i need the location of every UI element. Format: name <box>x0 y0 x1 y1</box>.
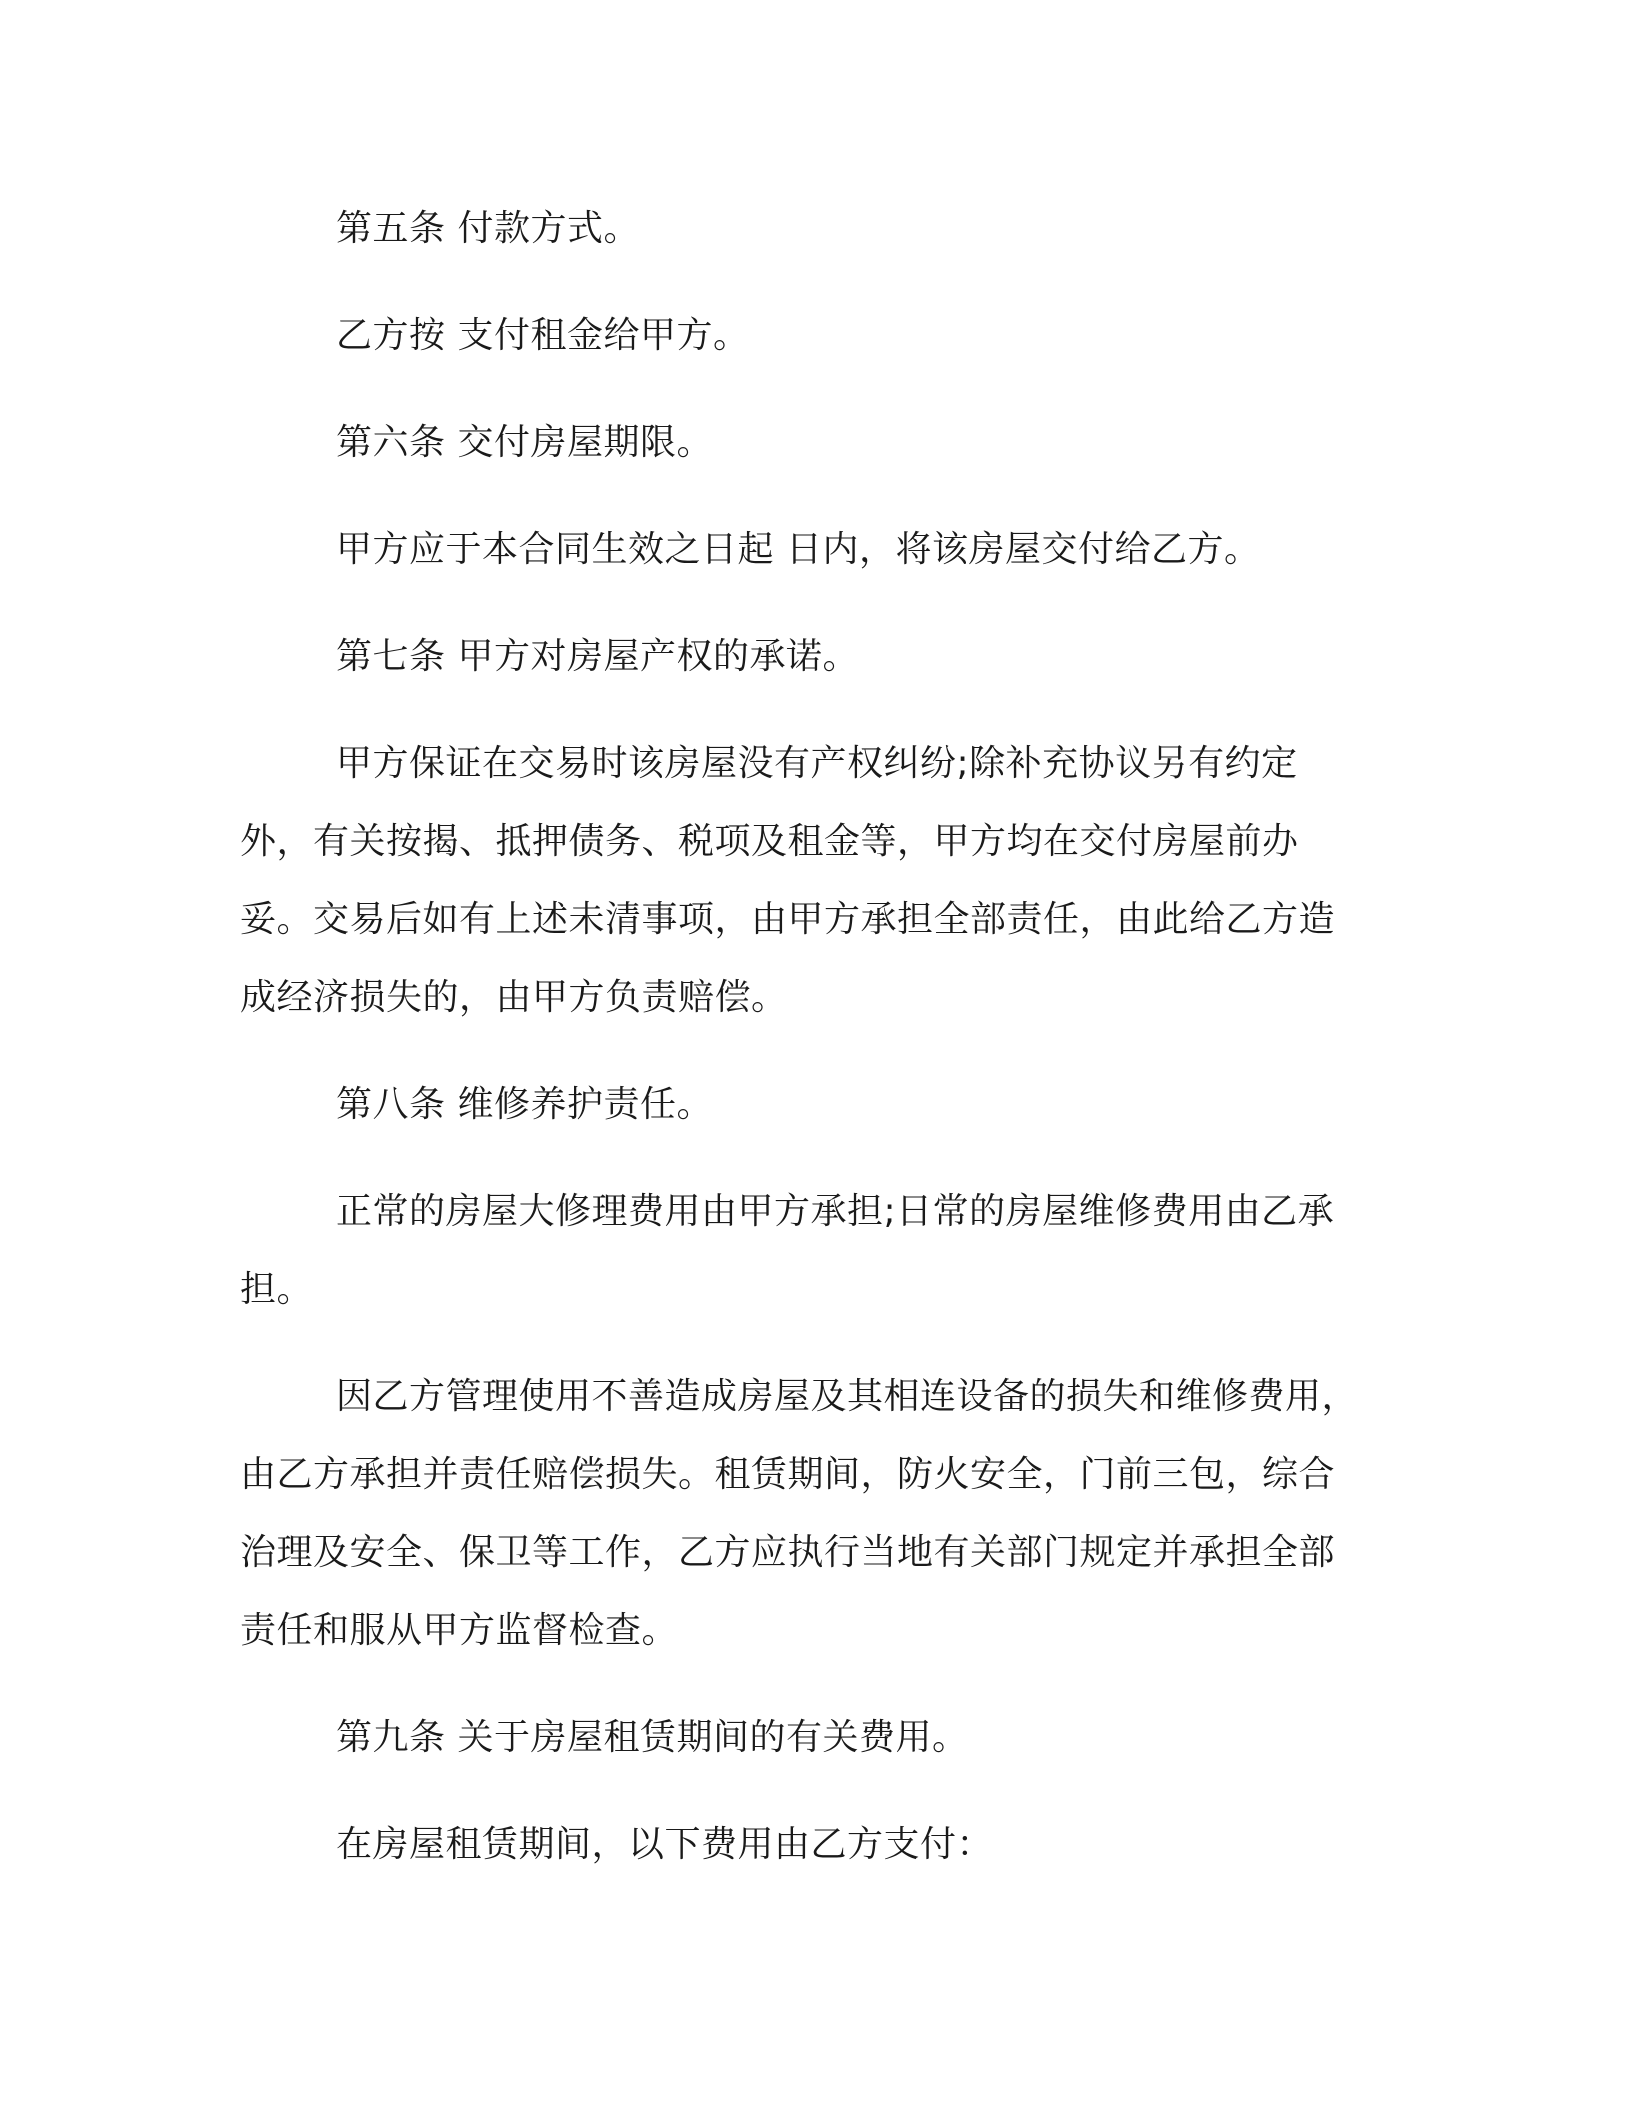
paragraph-gap <box>240 589 1365 618</box>
paragraph-gap <box>240 268 1365 297</box>
article-6-heading: 第六条 交付房屋期限。 <box>336 422 713 463</box>
article-8-text-1: 正常的房屋大修理费用由甲方承担;日常的房屋维修费用由乙承担。 <box>240 1191 1335 1310</box>
article-7-text: 甲方保证在交易时该房屋没有产权纠纷;除补充协议另有约定外，有关按揭、抵押债务、税项及租金等，甲方均在交付房屋前办妥。交易后如有上述未清事项，由甲方承担全部责任，由此给乙方造成经济损失的，由甲方负责赔偿。 <box>240 743 1336 1018</box>
article-6-text: 甲方应于本合同生效之日起 日内，将该房屋交付给乙方。 <box>336 529 1261 570</box>
paragraph-gap <box>240 1329 1365 1358</box>
paragraph-gap <box>240 1037 1365 1066</box>
article-9-text: 在房屋租赁期间，以下费用由乙方支付： <box>336 1824 994 1865</box>
paragraph-gap <box>240 1777 1365 1806</box>
paragraph-gap <box>240 482 1365 511</box>
paragraph-gap <box>240 375 1365 404</box>
paragraph-gap <box>240 1144 1365 1173</box>
article-9-heading: 第九条 关于房屋租赁期间的有关费用。 <box>336 1717 969 1758</box>
paragraph-gap <box>240 696 1365 725</box>
article-5-heading: 第五条 付款方式。 <box>336 208 640 249</box>
article-7-heading: 第七条 甲方对房屋产权的承诺。 <box>336 636 859 677</box>
article-5-text: 乙方按 支付租金给甲方。 <box>336 315 750 356</box>
document-body <box>240 190 1365 1884</box>
article-8-text-2: 因乙方管理使用不善造成房屋及其相连设备的损失和维修费用，由乙方承担并责任赔偿损失。租赁期间，防火安全，门前三包，综合治理及安全、保卫等工作，乙方应执行当地有关部门规定并承担全部责任和服从甲方监督检查。 <box>240 1376 1359 1651</box>
article-8-heading: 第八条 维修养护责任。 <box>336 1084 713 1125</box>
paragraph-gap <box>240 1670 1365 1699</box>
